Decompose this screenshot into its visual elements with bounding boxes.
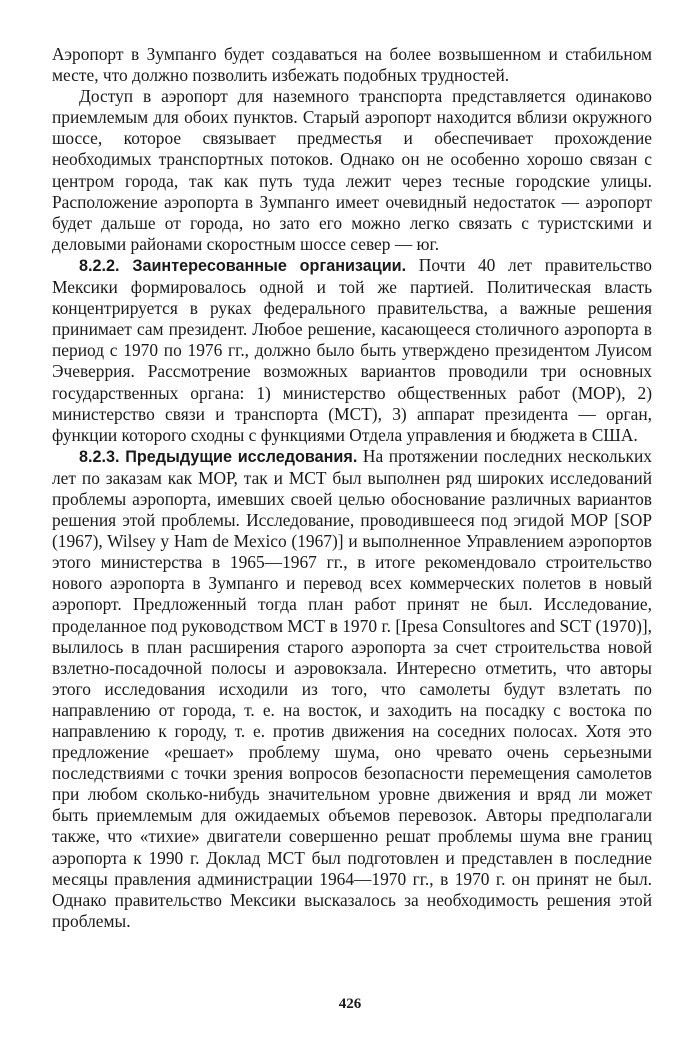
paragraph-ground-access	[52, 86, 652, 255]
paragraph-text: Доступ в аэропорт для наземного транспорта представляется одинаково приемлемым для обоих пунктов. Старый аэропорт находится вблизи окружного шоссе, которое связывает предместья и обеспечивает прохождение необходимых транспортных потоков. Однако он не особенно хорошо связан с центром города, так как путь туда лежит через тесные городские улицы. Расположение аэропорта в Зумпанго имеет очевидный недостаток — аэропорт будет дальше от города, но зато его можно легко связать с туристскими и деловыми районами скоростным шоссе север — юг.	[52, 86, 652, 254]
section-heading: 8.2.3. Предыдущие исследования.	[79, 447, 358, 466]
page-body	[52, 44, 652, 932]
paragraph-airport-zumpango	[52, 44, 652, 86]
paragraph-text: Аэропорт в Зумпанго будет создаваться на более возвышенном и стабильном месте, что должно позволить избежать подобных трудностей.	[52, 44, 652, 86]
paragraph-text: На протяжении последних нескольких лет по заказам как МОР, так и МСТ был выполнен ряд широких исследований проблемы аэропорта, имевших своей целью обоснование различных вариантов решения этой проблемы. Исследование, проводившееся под эгидой МОР [SOP (1967), Wilsey y Ham de Mexico (1967)] и выполненное Управлением аэропортов этого министерства в 1965—1967 гг., в итоге рекомендовало строительство нового аэропорта в Зумпанго и перевод всех коммерческих полетов в новый аэропорт. Предложенный тогда план работ принят не был. Исследование, проделанное под руководством МСТ в 1970 г. [Ipesa Consultores and SCT (1970)], вылилось в план расширения старого аэропорта за счет строительства новой взлетно-посадочной полосы и аэровокзала. Интересно отметить, что авторы этого исследования исходили из того, что самолеты будут взлетать по направлению от города, т. е. на восток, и заходить на посадку с востока по направлению к городу, т. е. против движения на соседних полосах. Хотя это предложение «решает» проблему шума, оно чревато очень серьезными последствиями с точки зрения вопросов безопасности перемещения самолетов при любом сколько-нибудь значительном уровне движения и вряд ли может быть приемлемым для ожидаемых объемов перевозок. Авторы предполагали также, что «тихие» двигатели совершенно решат проблемы шума вне границ аэропорта к 1990 г. Доклад МСТ был подготовлен и представлен в последние месяцы правления администрации 1964—1970 гг., в 1970 г. он принят не был. Однако правительство Мексики высказалось за необходимость решения этой проблемы.	[52, 445, 652, 931]
page-number: 426	[338, 996, 362, 1012]
paragraph-previous-studies	[52, 446, 652, 932]
section-heading: 8.2.2. Заинтересованные организации.	[79, 256, 407, 275]
paragraph-text: Почти 40 лет правительство Мексики формировалось одной и той же партией. Политическая власть концентрируется в руках федерального правительства, а важные решения принимает сам президент. Любое решение, касающееся столичного аэропорта в период с 1970 по 1976 гг., должно было быть утверждено президентом Луисом Эчеверрия. Рассмотрение возможных вариантов проводили три основных государственных органа: 1) министерство общественных работ (МОР), 2) министерство связи и транспорта (МСТ), 3) аппарат президента — орган, функции которого сходны с функциями Отдела управления и бюджета в США.	[52, 254, 652, 445]
paragraph-interested-organizations	[52, 255, 652, 446]
